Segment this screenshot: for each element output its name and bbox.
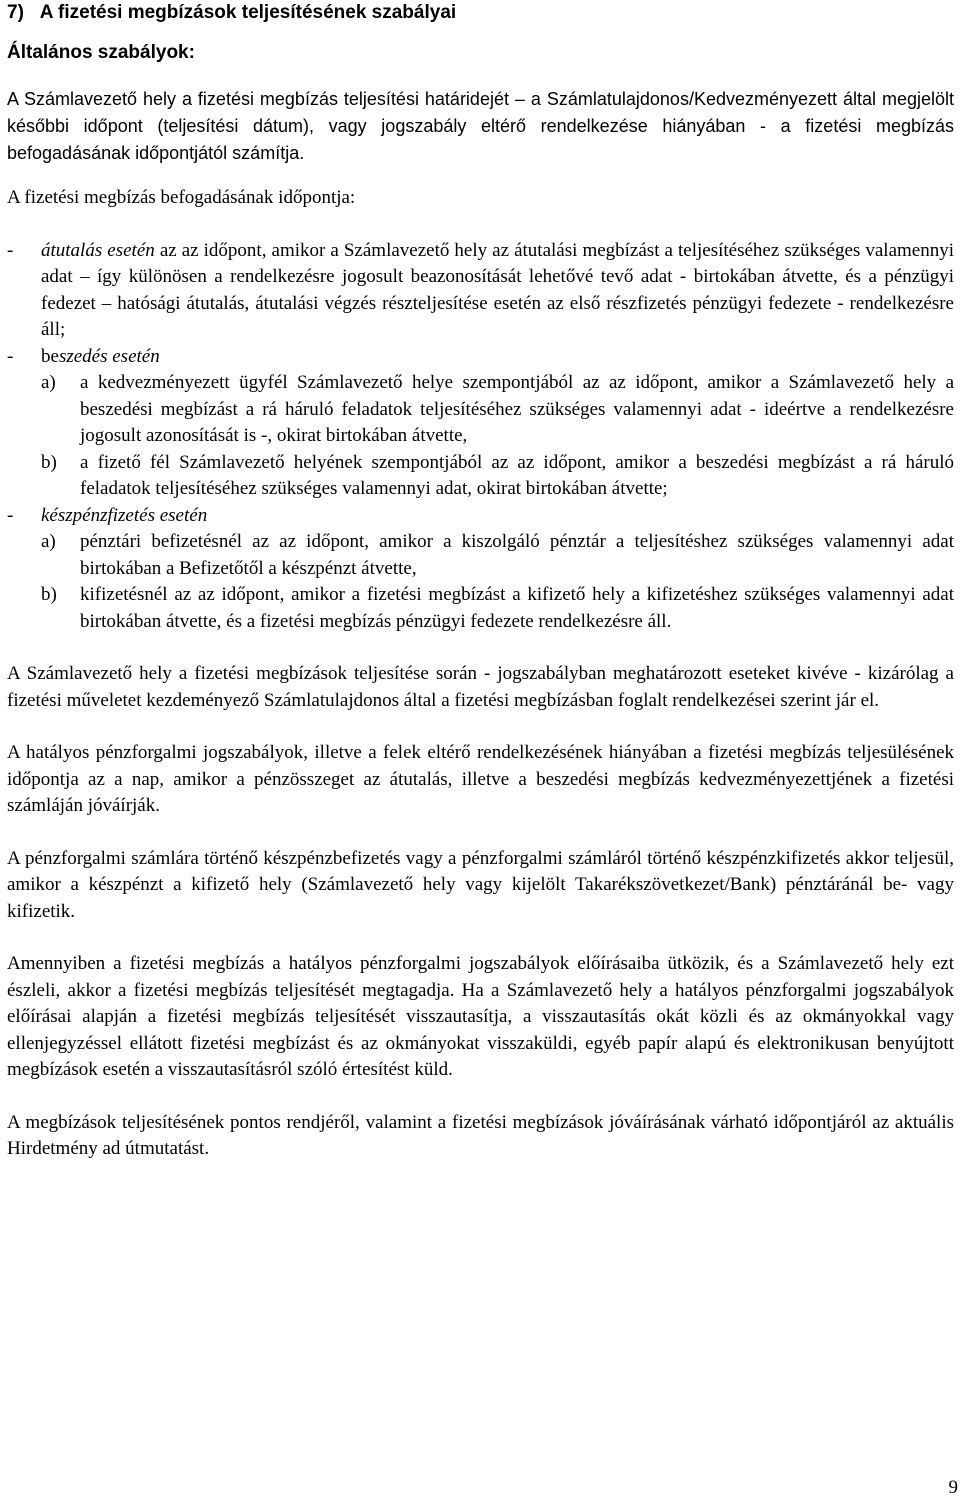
sub-item-text: a kedvezményezett ügyfél Számlavezető helye szempontjából az az időpont, amikor a Számlavezető hely a beszedési megbízást a rá háruló feladatok teljesítéséhez szükséges valamennyi adat - ideértve a rendelkezésre jogosult azonosítását is -, okirat birtokában átvette, [80,372,954,446]
case-transfer [7,238,954,344]
case-text: az az időpont, amikor a Számlavezető hely az átutalási megbízást a teljesítéséhez szükséges valamennyi adat – így különösen a rendelkezésre jogosult beazonosítását lehetővé tevő adat - birtokában átvette, és a pénzügyi fedezet – hatósági átutalás, átutalási végzés részteljesítése esetén az első részfizetés pénzügyi fedezete - rendelkezésre áll; [41,239,955,340]
sub-item-text: a fizető fél Számlavezető helyének szempontjából az az időpont, amikor a beszedési megbízást a rá háruló feladatok teljesítéséhez szükséges valamennyi adat, okirat birtokában átvette; [80,451,954,499]
list-marker: a) [41,531,56,552]
case-label: szedés esetén [58,345,160,367]
case-label: átutalás esetén [41,239,155,261]
page-number: 9 [948,1477,958,1498]
document-page [7,0,954,1163]
section-subheading: Általános szabályok: [7,42,195,63]
list-marker: - [7,504,14,526]
list-marker: - [7,345,14,367]
section-heading: 7) A fizetési megbízások teljesítésének szabályai [7,2,457,23]
list-marker: b) [41,584,57,605]
acceptance-title: A fizetési megbízás befogadásának időpontja: [7,187,356,208]
case-cash-sub-a [7,529,954,582]
case-label-prefix: be [41,345,59,367]
case-cash [7,503,954,530]
paragraph-completion-date: A hatályos pénzforgalmi jogszabályok, illetve a felek eltérő rendelkezésének hiányában a fizetési megbízás teljesülésének időpontja az a nap, amikor a pénzösszeget az átutalás, illetve a beszedési megbízás kedvezményezettjének a fizetési számláján jóváírják. [7,742,954,816]
list-marker: a) [41,372,56,393]
paragraph-rejection: Amennyiben a fizetési megbízás a hatályos pénzforgalmi jogszabályok előírásaiba ütközik, és a Számlavezető hely ezt észleli, akkor a fizetési megbízás teljesítését megtagadja. Ha a Számlavezető hely a hatályos pénzforgalmi jogszabályok előírásai alapján a fizetési megbízás teljesítését visszautasítja, a visszautasítás okát közli és az okmányokkal vagy ellenjegyzéssel ellátott fizetési megbízást és az okmányokat visszaküldi, egyéb papír alapú és elektronikusan benyújtott megbízások esetén a visszautasításról szóló értesítést küld. [7,953,954,1080]
case-collection-sub-b [7,450,954,503]
case-collection-sub-a [7,370,954,450]
intro-paragraph: A Számlavezető hely a fizetési megbízás teljesítési határidejét – a Számlatulajdonos/Kedvezményezett által megjelölt későbbi időpont (teljesítési dátum), vagy jogszabály eltérő rendelkezése hiányában - a fizetési megbízás befogadásának időpontjától számítja. [7,89,954,163]
case-collection [7,344,954,371]
acceptance-case-list [7,238,954,636]
list-marker: - [7,239,14,261]
paragraph-cash-completion: A pénzforgalmi számlára történő készpénzbefizetés vagy a pénzforgalmi számláról történő készpénzkifizetés akkor teljesül, amikor a készpénzt a kifizető hely (Számlavezető hely vagy kijelölt Takarékszövetkezet/Bank) pénztáránál be- vagy kifizetik. [7,847,954,922]
sub-item-text: pénztári befizetésnél az az időpont, amikor a kiszolgáló pénztár a teljesítéshez szükséges valamennyi adat birtokában a Befizetőtől a készpénzt átvette, [80,531,954,579]
paragraph-instructions: A Számlavezető hely a fizetési megbízások teljesítése során - jogszabályban meghatározott eseteket kivéve - kizárólag a fizetési műveletet kezdeményező Számlatulajdonos által a fizetési megbízásban foglalt rendelkezései szerint jár el. [7,663,954,711]
list-marker: b) [41,451,57,473]
sub-item-text: kifizetésnél az az időpont, amikor a fizetési megbízást a kifizető hely a kifizetéshez szükséges valamennyi adat birtokában átvette, és a fizetési megbízás pénzügyi fedezete rendelkezésre áll. [80,584,954,632]
case-label: készpénzfizetés esetén [41,504,208,526]
case-cash-sub-b [7,582,954,635]
paragraph-announcement: A megbízások teljesítésének pontos rendjéről, valamint a fizetési megbízások jóváírásának várható időpontjáról az aktuális Hirdetmény ad útmutatást. [7,1111,954,1159]
